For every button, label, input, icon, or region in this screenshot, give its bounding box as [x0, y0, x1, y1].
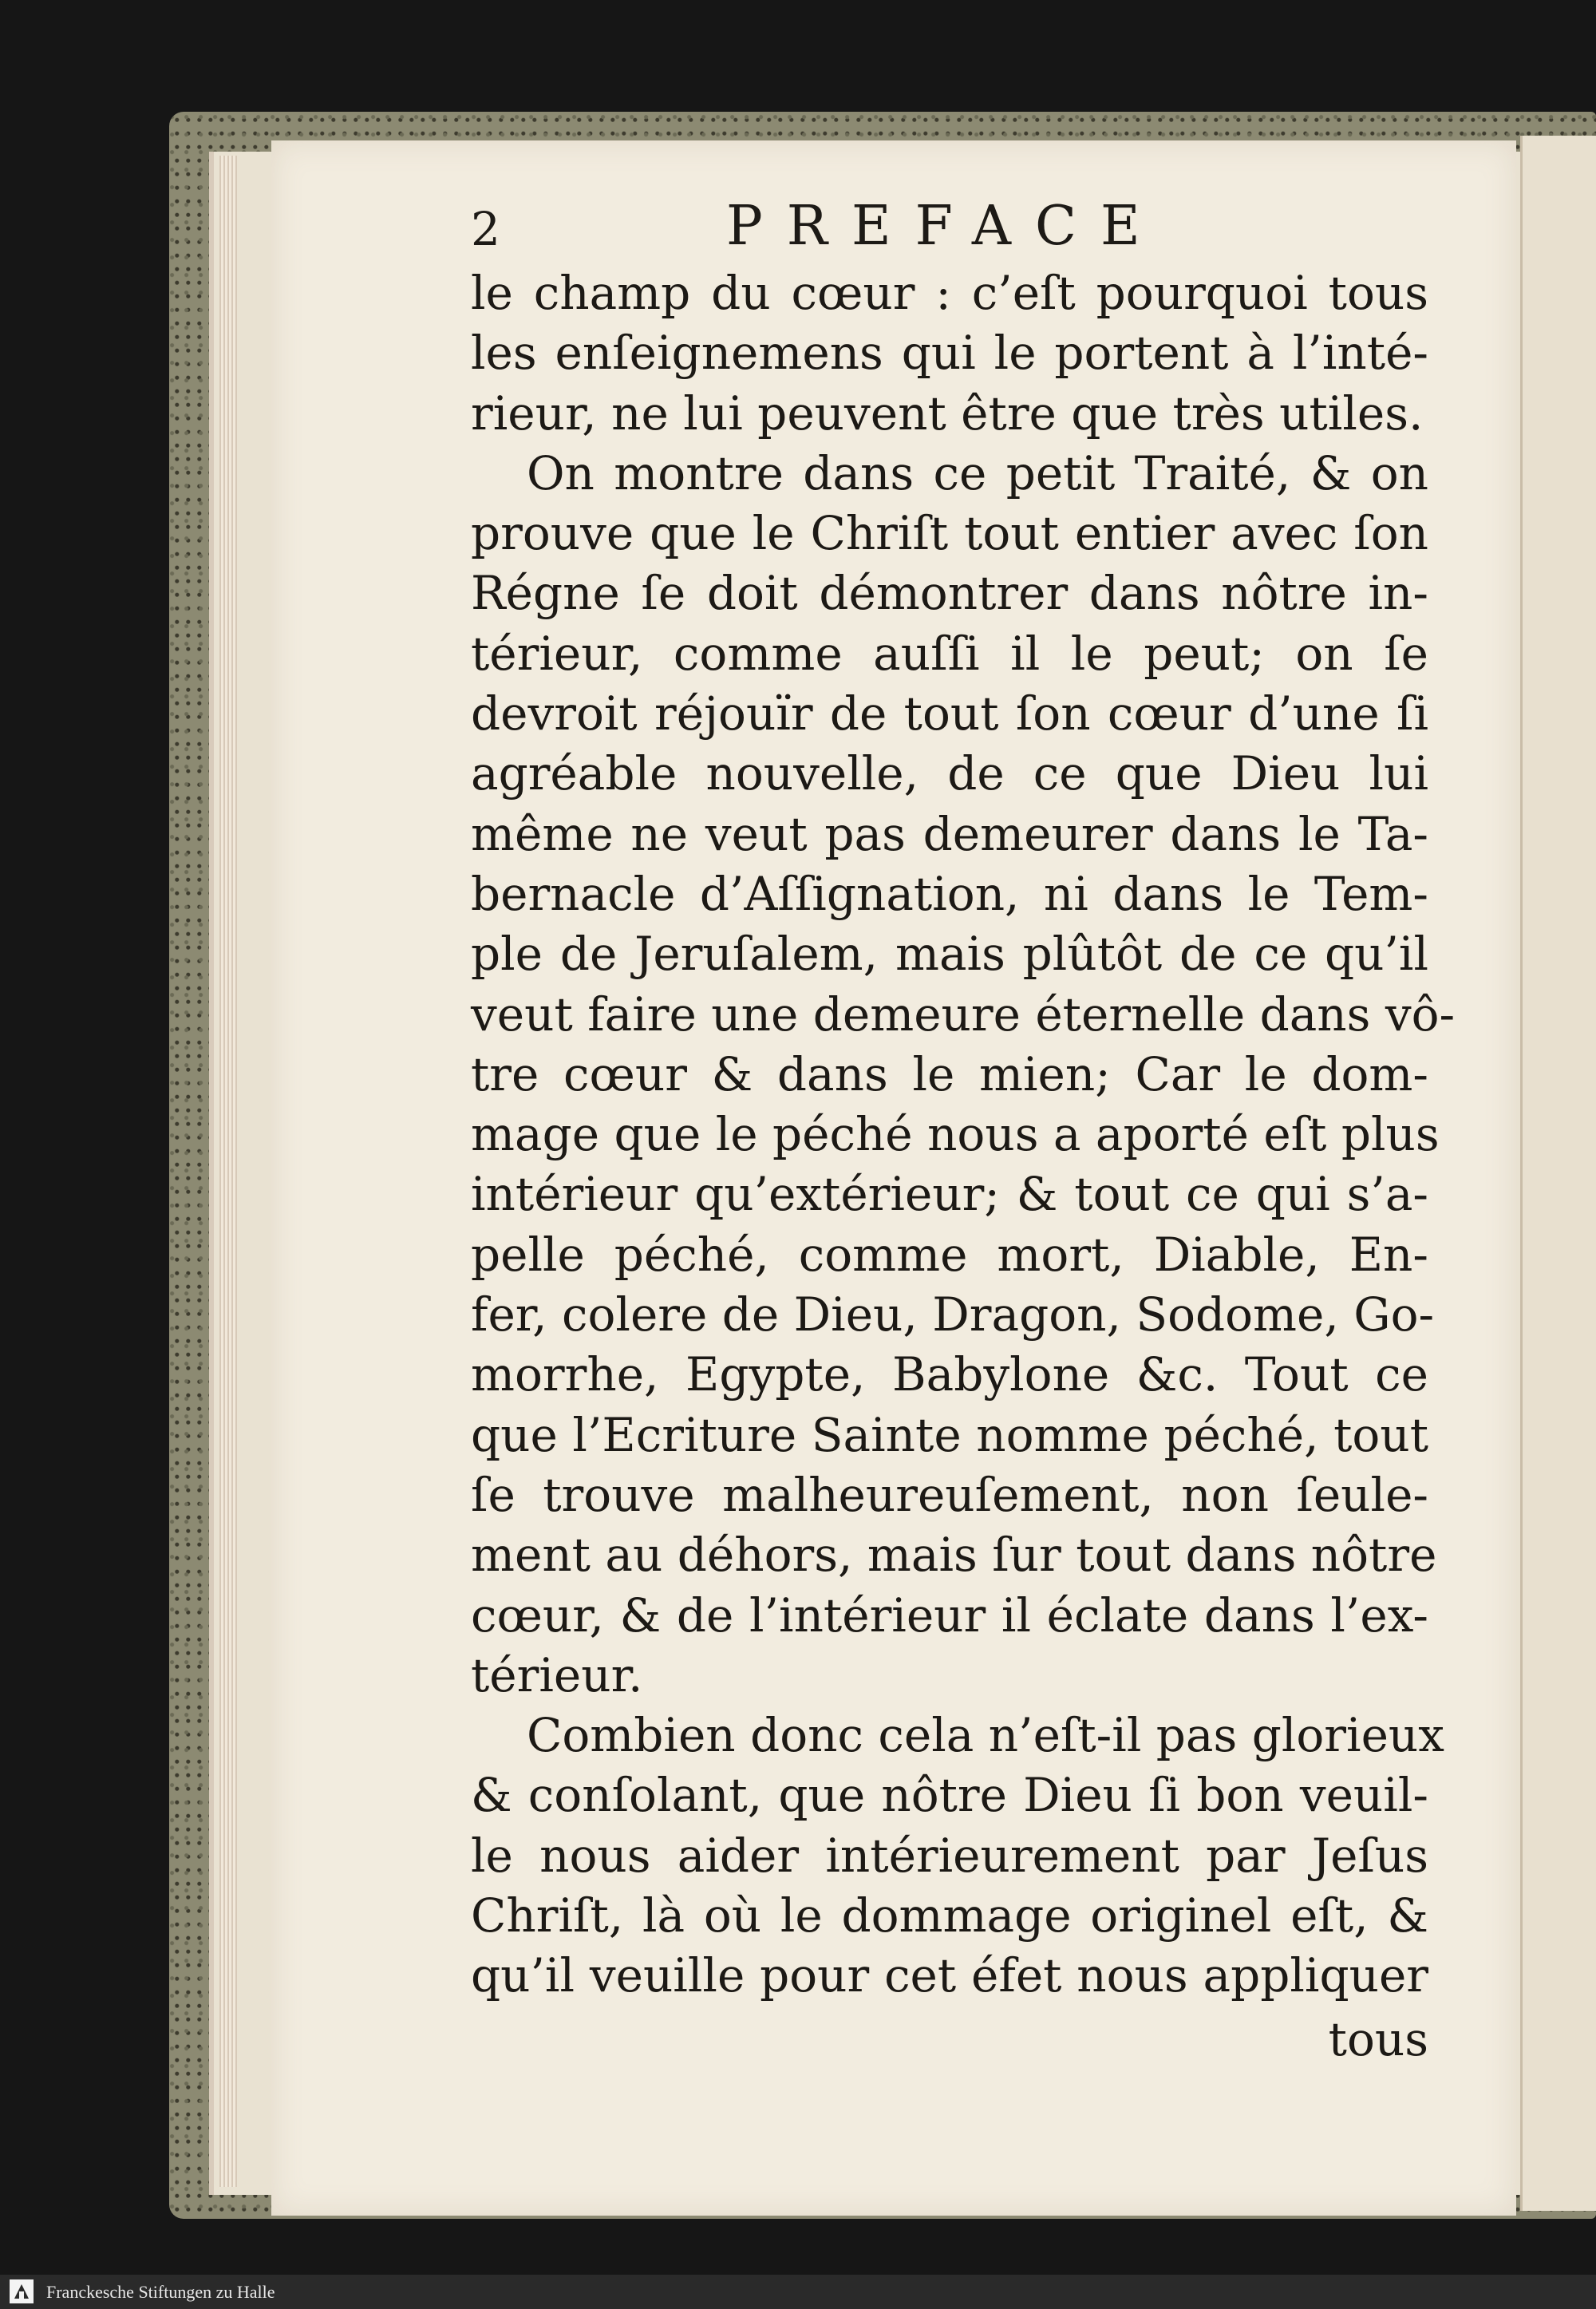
- body-text: [471, 263, 1456, 2007]
- text-line: mage que le péché nous a aporté eſt plus: [471, 1107, 1440, 1162]
- institution-logo-icon: [10, 2279, 34, 2303]
- text-line: le champ du cœur : c’eſt pourquoi tous: [471, 266, 1428, 320]
- text-line: devroit réjouïr de tout ſon cœur d’une ſi: [471, 686, 1428, 741]
- text-line: térieur, comme auſſi il le peut; on ſe: [471, 626, 1428, 681]
- text-line: térieur.: [471, 1647, 643, 1702]
- text-line: veut faire une demeure éternelle dans vô-: [471, 986, 1456, 1042]
- institution-name: Franckesche Stiftungen zu Halle: [46, 2282, 275, 2302]
- text-line: Combien donc cela n’eſt-il pas glorieux: [527, 1708, 1444, 1763]
- page-header: [471, 188, 1428, 260]
- text-line: agréable nouvelle, de ce que Dieu lui: [471, 746, 1428, 801]
- text-line: les enſeignemens qui le portent à l’inté-: [471, 326, 1428, 381]
- text-line: Chriſt, là où le dommage originel eſt, &: [471, 1888, 1428, 1943]
- catchword: tous: [1328, 2012, 1428, 2066]
- running-head: PREFACE: [726, 195, 1164, 258]
- page-number: 2: [471, 202, 500, 256]
- text-line: le nous aider intérieurement par Jeſus: [471, 1828, 1428, 1883]
- text-line: tre cœur & dans le mien; Car le dom-: [471, 1046, 1428, 1101]
- text-line: Régne ſe doit démontrer dans nôtre in-: [471, 566, 1428, 621]
- text-line: même ne veut pas demeurer dans le Ta-: [471, 806, 1428, 861]
- text-line: prouve que le Chriſt tout entier avec ſon: [471, 506, 1428, 561]
- text-line: fer, colere de Dieu, Dragon, Sodome, Go-: [471, 1287, 1435, 1342]
- text-line: pelle péché, comme mort, Diable, En-: [471, 1227, 1428, 1282]
- text-line: qu’il veuille pour cet éfet nous appliquer: [471, 1948, 1428, 2003]
- archive-footer: [0, 2275, 1596, 2309]
- text-line: que l’Ecriture Sainte nomme péché, tout: [471, 1407, 1428, 1462]
- text-line: rieur, ne lui peuvent être que très utiles.: [471, 385, 1424, 441]
- text-line: ple de Jeruſalem, mais plûtôt de ce qu’il: [471, 927, 1428, 982]
- text-line: & conſolant, que nôtre Dieu ſi bon veuil-: [471, 1768, 1428, 1823]
- text-line: cœur, & de l’intérieur il éclate dans l’ex-: [471, 1587, 1428, 1643]
- facing-page-edge: [1520, 136, 1596, 2211]
- text-line: On montre dans ce petit Traité, & on: [527, 445, 1428, 500]
- text-line: intérieur qu’extérieur; & tout ce qui s’a-: [471, 1167, 1428, 1222]
- page-edges: [219, 156, 237, 2187]
- text-line: ment au déhors, mais ſur tout dans nôtre: [471, 1528, 1437, 1583]
- text-line: morrhe, Egypte, Babylone &c. Tout ce: [471, 1347, 1428, 1402]
- text-line: ſe trouve malheureuſement, non ſeule-: [471, 1467, 1428, 1522]
- text-line: bernacle d’Aſſignation, ni dans le Tem-: [471, 866, 1428, 921]
